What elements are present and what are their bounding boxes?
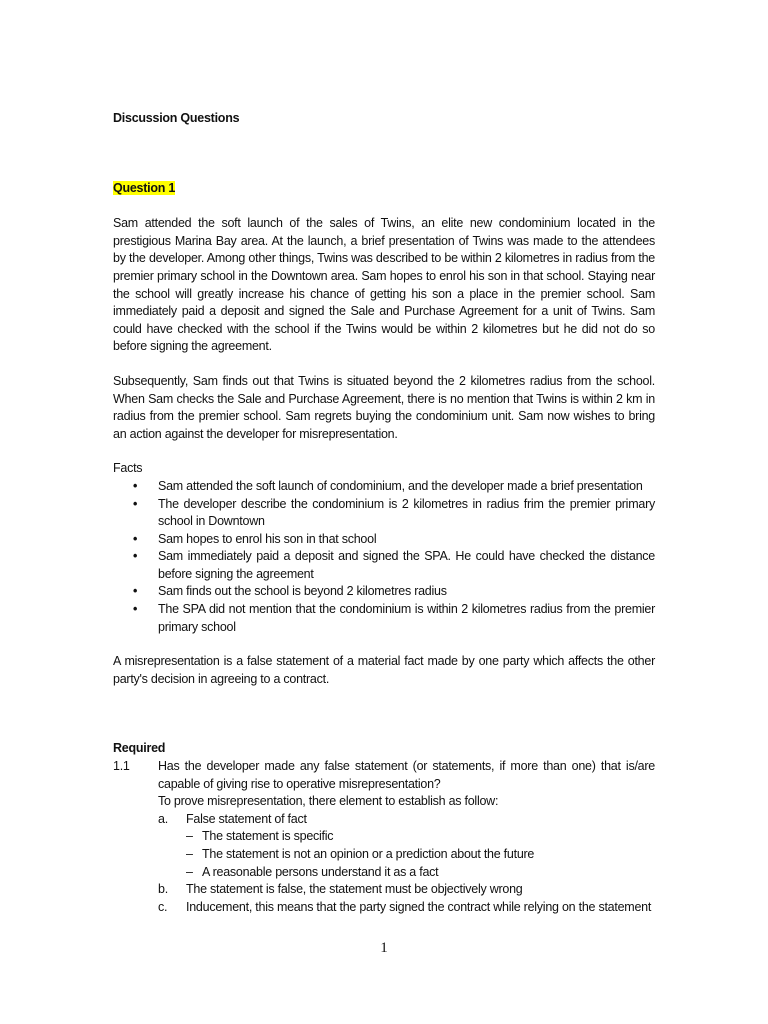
question-number: 1.1 [113,759,130,774]
question-heading [113,180,655,198]
required-intro: To prove misrepresentation, there element to establish as follow: [158,794,499,809]
list-item [113,601,655,636]
page-title: Discussion Questions [113,111,240,125]
bullet-icon: • [133,496,138,511]
list-item [113,496,655,531]
facts-label: Facts [113,461,143,476]
fact-text: Sam hopes to enrol his son in that school [158,531,377,546]
element-text: Inducement, this means that the party signed the contract while relying on the statement [186,899,652,914]
list-item [113,478,655,496]
fact-text: Sam immediately paid a deposit and signed the SPA. He could have checked the distance before signing the agreement [158,549,655,581]
fact-text: Sam attended the soft launch of condominium, and the developer made a brief presentation [158,478,643,493]
document-body [113,110,655,916]
element-item-c [158,899,655,917]
fact-text: Sam finds out the school is beyond 2 kilometres radius [158,584,447,599]
element-letter: b. [158,882,168,897]
required-question-text: Has the developer made any false statement (or statements, if more than one) that is/are capable of giving rise to operative misrepresentation? [158,759,655,791]
element-item-b [158,881,655,899]
bullet-icon: • [133,478,138,493]
element-text: The statement is false, the statement must be objectively wrong [186,882,523,897]
definition-paragraph: A misrepresentation is a false statement of a material fact made by one party which affects the other party's decision in agreeing to a contract. [113,654,655,686]
fact-text: The SPA did not mention that the condominium is within 2 kilometres radius from the premier primary school [158,602,655,634]
point-text: The statement is specific [202,829,334,844]
bullet-icon: • [133,549,138,564]
element-letter: c. [158,899,168,914]
fact-text: The developer describe the condominium is 2 kilometres in radius frim the premier primary school in Downtown [158,496,655,529]
list-item [113,531,655,549]
dash-icon: – [186,829,193,844]
facts-list [113,478,655,636]
bullet-icon: • [133,531,138,546]
required-label: Required [113,741,166,756]
bullet-icon: • [133,584,138,599]
element-text: False statement of fact [186,811,307,826]
bullet-icon: • [133,602,138,617]
element-point [186,828,655,846]
dash-icon: – [186,847,193,861]
page-number: 1 [380,940,388,956]
element-letter: a. [158,811,168,826]
list-item [113,548,655,583]
point-text: The statement is not an opinion or a prediction about the future [202,847,535,861]
element-item-a [158,811,655,881]
point-text: A reasonable persons understand it as a fact [202,864,439,879]
scenario-paragraph-1: Sam attended the soft launch of the sales of Twins, an elite new condominium located in the prestigious Marina Bay area. At the launch, a brief presentation of Twins was made to the attendees by the developer. Among other things, Twins was described to be within 2 kilometres in radius from the premier primary school in the Downtown area. Sam hopes to enrol his son in that school. Staying near the school will greatly increase his chance of getting his son a place in the premier school. Sam immediately paid a deposit and signed the Sale and Purchase Agreement for a unit of Twins. Sam could have checked with the school if the Twins would be within 2 kilometres but he did not do so before signing the agreement. [113,216,655,354]
dash-icon: – [186,864,193,879]
element-point [186,864,655,882]
required-question-block [113,758,655,916]
scenario-paragraph-2: Subsequently, Sam finds out that Twins is situated beyond the 2 kilometres radius from the school. When Sam checks the Sale and Purchase Agreement, there is no mention that Twins is within 2 km in radius from the premier school. Sam regrets buying the condominium unit. Sam now wishes to bring an action against the developer for misrepresentation. [113,373,655,441]
element-point [186,846,655,864]
question-label-highlight: Question 1 [113,180,176,195]
list-item [113,583,655,601]
